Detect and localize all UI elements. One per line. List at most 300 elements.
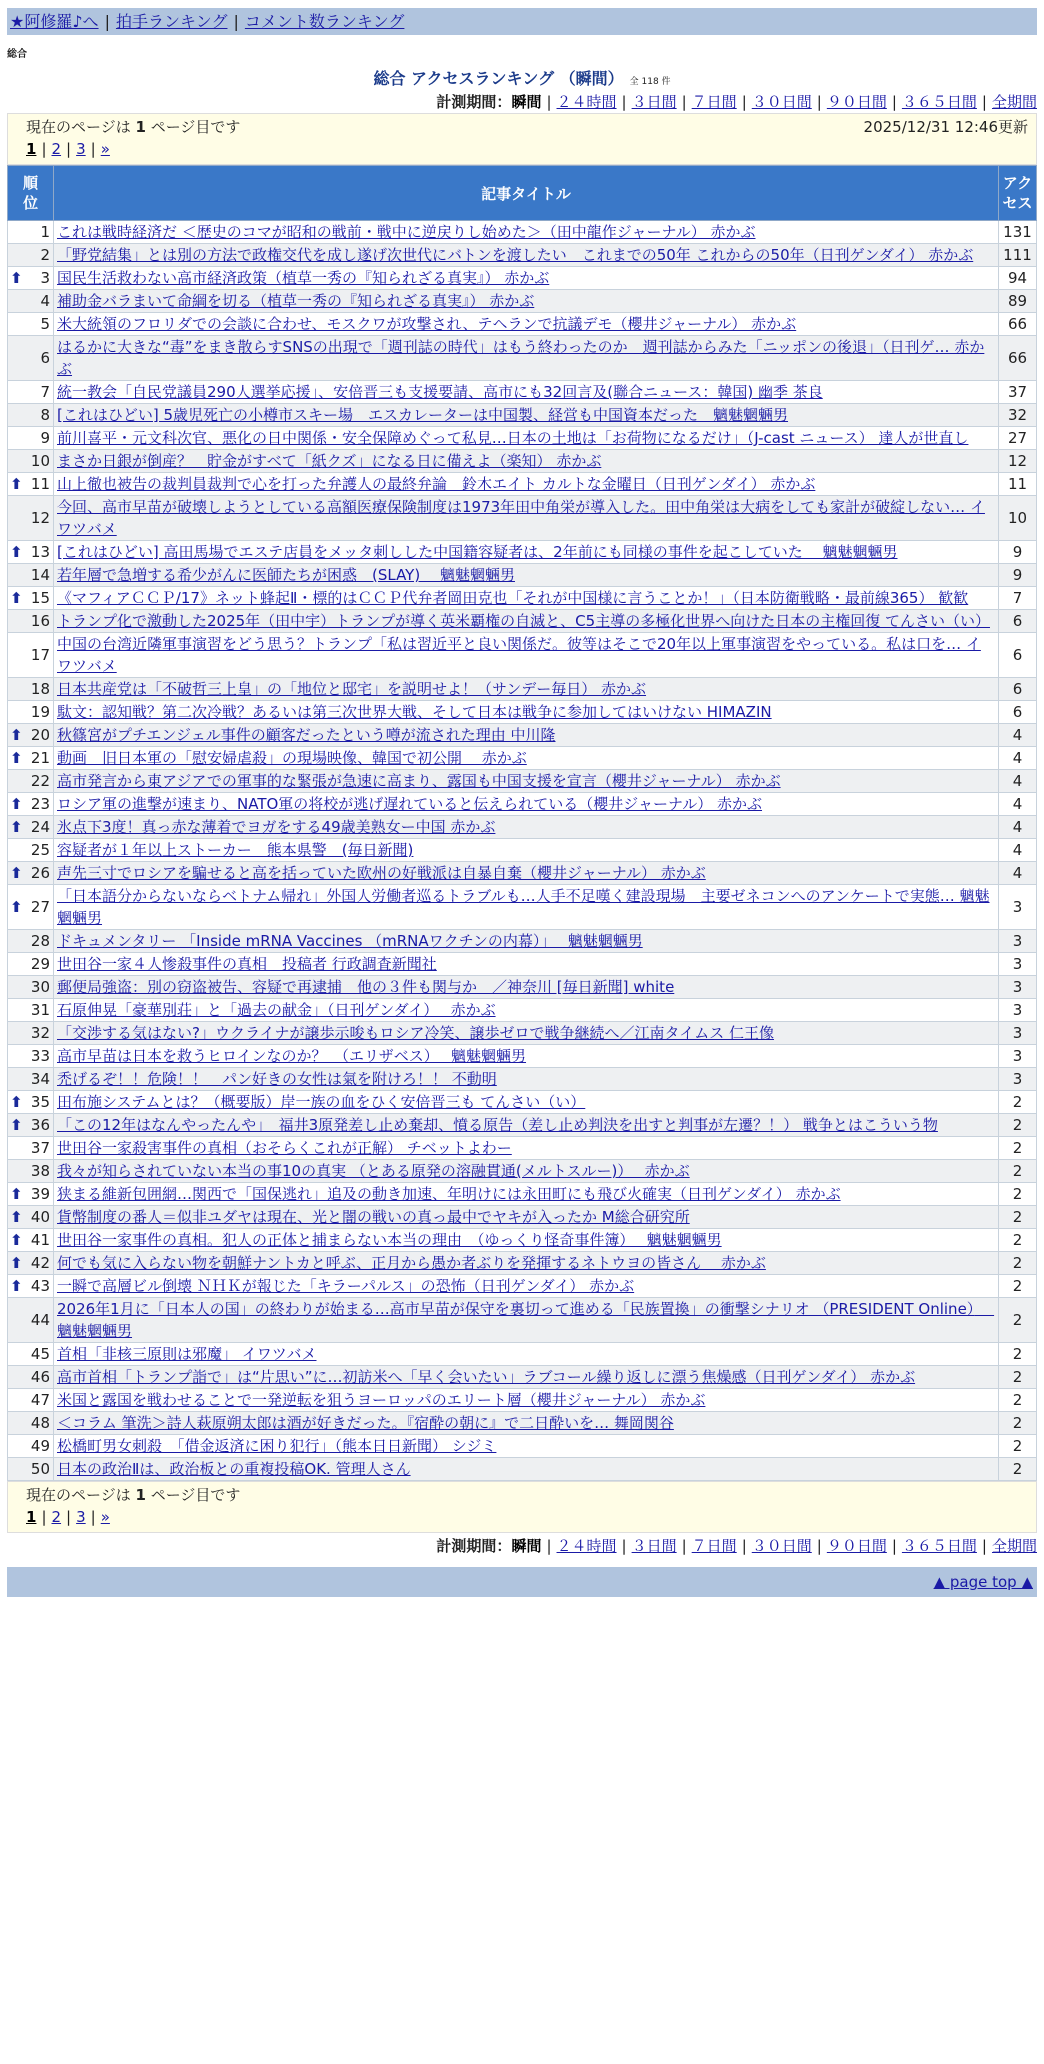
article-link[interactable]: 《マフィアＣＣＰ/17》ネット蜂起Ⅱ・標的はＣＣＰ代弁者岡田克也「それが中国様に言うことか！」（日本防衛戦略・最前線365） 歓歓	[57, 589, 969, 607]
table-row	[8, 313, 1037, 336]
article-link[interactable]: 米大統領のフロリダでの会談に合わせ、モスクワが攻撃され、テヘランで抗議デモ（櫻井ジャーナル） 赤かぶ	[57, 315, 797, 333]
article-link[interactable]: 氷点下3度！真っ赤な薄着でヨガをする49歳美熟女ー中国 赤かぶ	[57, 818, 496, 836]
period-current: 瞬間	[511, 93, 542, 111]
access-cell: 2	[999, 1366, 1037, 1389]
article-link[interactable]: 山上徹也被告の裁判員裁判で心を打った弁護人の最終弁論 鈴木エイト カルトな金曜日（日刊ゲンダイ） 赤かぶ	[57, 475, 816, 493]
rank-number: 28	[30, 932, 50, 950]
rank-number: 41	[30, 1231, 50, 1249]
period-option[interactable]: ３０日間	[751, 1537, 812, 1555]
article-link[interactable]: 前川喜平・元文科次官、悪化の日中関係・安全保障めぐって私見…日本の土地は「お荷物になるだけ」（J-cast ニュース） 達人が世直し	[57, 429, 969, 447]
separator: |	[981, 1537, 987, 1555]
ranking-body	[8, 221, 1037, 1481]
table-row	[8, 839, 1037, 862]
rank-number: 40	[30, 1208, 50, 1226]
title-cell	[54, 1343, 999, 1366]
up-arrow-icon: ⬆	[10, 898, 23, 916]
separator: |	[546, 93, 552, 111]
rank-cell	[8, 724, 54, 747]
up-arrow-icon: ⬆	[10, 269, 23, 287]
access-cell: 27	[999, 427, 1037, 450]
access-cell: 12	[999, 450, 1037, 473]
rank-cell	[8, 610, 54, 633]
title-cell	[54, 1458, 999, 1481]
title-cell	[54, 678, 999, 701]
rank-number: 33	[30, 1047, 50, 1065]
title-cell	[54, 450, 999, 473]
rank-header: 順 位	[8, 166, 54, 221]
pager-links	[26, 1506, 1028, 1528]
article-link[interactable]: 何でも気に入らない物を朝鮮ナントカと呼ぶ、正月から愚か者ぶりを発揮するネトウヨの皆さん 赤かぶ	[57, 1254, 766, 1272]
rank-number: 30	[30, 978, 50, 996]
article-link[interactable]: 世田谷一家４人惨殺事件の真相 投稿者 行政調査新聞社	[57, 955, 437, 973]
pager-next-link[interactable]: »	[100, 140, 110, 158]
title-cell	[54, 1091, 999, 1114]
rank-number: 32	[30, 1024, 50, 1042]
table-row	[8, 1091, 1037, 1114]
article-link[interactable]: 動画 旧日本軍の「慰安婦虐殺」の現場映像、韓国で初公開 赤かぶ	[57, 749, 527, 767]
article-link[interactable]: 2026年1月に「日本人の国」の終わりが始まる…高市早苗が保守を裏切って進める「民族置換」の衝撃シナリオ （PRESIDENT Online） 魑魅魍魎男	[57, 1300, 995, 1340]
total-count: 全 118 件	[629, 77, 671, 87]
rank-cell	[8, 839, 54, 862]
period-selector-bottom	[7, 1535, 1037, 1557]
article-link[interactable]: 禿げるぞ！！危険！！ パン好きの女性は氣を附けろ！！ 不動明	[57, 1070, 497, 1088]
access-cell: 2	[999, 1252, 1037, 1275]
rank-cell	[8, 427, 54, 450]
separator: |	[681, 1537, 687, 1555]
table-row	[8, 1022, 1037, 1045]
footer-bar	[7, 1567, 1037, 1597]
title-cell	[54, 816, 999, 839]
table-row	[8, 953, 1037, 976]
article-link[interactable]: 世田谷一家殺害事件の真相（おそらくこれが正解） チベットよわー	[57, 1139, 512, 1157]
pager-next-link[interactable]: »	[100, 1508, 110, 1526]
article-link[interactable]: 駄文：認知戦？第二次冷戦？あるいは第三次世界大戦、そして日本は戦争に参加してはいけない HIMAZIN	[57, 703, 772, 721]
access-cell: 2	[999, 1435, 1037, 1458]
article-link[interactable]: 我々が知らされていない本当の事10の真実 （とある原発の溶融貫通(メルトスルー)） 赤かぶ	[57, 1162, 690, 1180]
title-cell	[54, 496, 999, 541]
rank-cell	[8, 953, 54, 976]
table-row	[8, 336, 1037, 381]
rank-cell	[8, 633, 54, 678]
table-row	[8, 1229, 1037, 1252]
rank-number: 3	[40, 269, 50, 287]
rank-cell	[8, 404, 54, 427]
table-row	[8, 290, 1037, 313]
rank-number: 24	[30, 818, 50, 836]
rank-number: 44	[30, 1311, 50, 1329]
article-link[interactable]: 米国と露国を戦わせることで一発逆転を狙うヨーロッパのエリート層（櫻井ジャーナル） 赤かぶ	[57, 1391, 706, 1409]
rank-number: 5	[40, 315, 50, 333]
pager-page-link[interactable]: 3	[76, 140, 86, 158]
rank-number: 20	[30, 726, 50, 744]
period-option[interactable]: ９０日間	[826, 1537, 887, 1555]
table-row	[8, 999, 1037, 1022]
access-cell: 4	[999, 816, 1037, 839]
separator: |	[546, 1537, 552, 1555]
title-cell	[54, 404, 999, 427]
table-row	[8, 1068, 1037, 1091]
article-link[interactable]: 「日本語分からないならベトナム帰れ」外国人労働者巡るトラブルも…人手不足嘆く建設現場 主要ゼネコンへのアンケートで実態… 魑魅魍魎男	[57, 887, 990, 927]
title-cell	[54, 1389, 999, 1412]
table-row	[8, 1458, 1037, 1481]
rank-number: 8	[40, 406, 50, 424]
up-arrow-icon: ⬆	[10, 1093, 23, 1111]
rank-number: 25	[30, 841, 50, 859]
access-cell: 131	[999, 221, 1037, 244]
access-cell: 4	[999, 724, 1037, 747]
rank-number: 35	[30, 1093, 50, 1111]
article-link[interactable]: 補助金バラまいて命綱を切る（植草一秀の『知られざる真実』） 赤かぶ	[57, 292, 535, 310]
title-cell	[54, 221, 999, 244]
pager-page-link[interactable]: 2	[51, 1508, 62, 1526]
period-option[interactable]: ３６５日間	[901, 93, 977, 111]
access-cell: 2	[999, 1412, 1037, 1435]
rank-number: 36	[30, 1116, 50, 1134]
rank-cell	[8, 381, 54, 404]
up-arrow-icon: ⬆	[10, 864, 23, 882]
article-link[interactable]: 田布施システムとは？（概要版）岸一族の血をひく安倍晋三も てんさい（い）	[57, 1093, 586, 1111]
rank-number: 29	[30, 955, 50, 973]
up-arrow-icon: ⬆	[10, 1185, 23, 1203]
table-row	[8, 724, 1037, 747]
rank-number: 18	[30, 680, 50, 698]
rank-cell	[8, 678, 54, 701]
access-cell: 6	[999, 678, 1037, 701]
access-cell: 94	[999, 267, 1037, 290]
title-cell	[54, 1114, 999, 1137]
title-cell	[54, 976, 999, 999]
rank-cell	[8, 1160, 54, 1183]
period-option[interactable]: ７日間	[691, 1537, 737, 1555]
table-row	[8, 1137, 1037, 1160]
separator: |	[41, 1508, 47, 1526]
rank-cell	[8, 313, 54, 336]
table-row	[8, 678, 1037, 701]
access-cell: 2	[999, 1458, 1037, 1481]
separator: |	[681, 93, 687, 111]
access-cell: 2	[999, 1114, 1037, 1137]
article-link[interactable]: 高市発言から東アジアでの軍事的な緊張が急速に高まり、露国も中国支援を宣言（櫻井ジャーナル） 赤かぶ	[57, 772, 781, 790]
period-option[interactable]: 全期間	[991, 93, 1037, 111]
table-row	[8, 427, 1037, 450]
pager-status-current: 1	[135, 1486, 146, 1504]
access-cell: 4	[999, 862, 1037, 885]
article-link[interactable]: 今回、高市早苗が破壊しようとしている高額医療保険制度は1973年田中角栄が導入した。田中角栄は大病をしても家計が破綻しない… イワツバメ	[57, 498, 985, 538]
rank-number: 4	[40, 292, 50, 310]
rank-number: 15	[30, 589, 50, 607]
rank-number: 14	[30, 566, 50, 584]
title-cell	[54, 999, 999, 1022]
article-link[interactable]: 若年層で急増する希少がんに医師たちが困惑 (SLAY) 魑魅魍魎男	[57, 566, 515, 584]
rank-number: 45	[30, 1345, 50, 1363]
article-link[interactable]: まさか日銀が倒産？ 貯金がすべて「紙クズ」になる日に備えよ（楽知） 赤かぶ	[57, 452, 602, 470]
article-link[interactable]: 石原伸晃「豪華別荘」と「過去の献金」（日刊ゲンダイ） 赤かぶ	[57, 1001, 496, 1019]
applause-ranking-link[interactable]: 拍手ランキング	[115, 12, 228, 31]
separator: |	[891, 93, 897, 111]
article-link[interactable]: 高市早苗は日本を救うヒロインなのか？ （エリザベス） 魑魅魍魎男	[57, 1047, 527, 1065]
period-option[interactable]: ３日間	[631, 93, 677, 111]
access-cell: 37	[999, 381, 1037, 404]
period-option[interactable]: ２４時間	[556, 1537, 617, 1555]
up-arrow-icon: ⬆	[10, 1254, 23, 1272]
period-option[interactable]: ３６５日間	[901, 1537, 977, 1555]
article-link[interactable]: 郵便局強盗：別の窃盗被告、容疑で再逮捕 他の３件も関与か ／神奈川 [毎日新聞] white	[57, 978, 675, 996]
article-link[interactable]: 狭まる維新包囲網…関西で「国保逃れ」追及の動き加速、年明けには永田町にも飛び火確実（日刊ゲンダイ） 赤かぶ	[57, 1185, 841, 1203]
period-option[interactable]: ３０日間	[751, 93, 812, 111]
access-cell: 2	[999, 1183, 1037, 1206]
rank-cell	[8, 496, 54, 541]
rank-number: 11	[30, 475, 50, 493]
access-cell: 89	[999, 290, 1037, 313]
title-cell	[54, 290, 999, 313]
table-row	[8, 1298, 1037, 1343]
rank-cell	[8, 336, 54, 381]
period-option[interactable]: ９０日間	[826, 93, 887, 111]
title-cell	[54, 427, 999, 450]
article-link[interactable]: 松橋町男女刺殺 「借金返済に困り犯行」（熊本日日新聞） シジミ	[57, 1437, 497, 1455]
article-link[interactable]: 統一教会「自民党議員290人選挙応援」、安倍晋三も支援要請、高市にも32回言及(聯合ニュース：韓国) 幽季 茶良	[57, 383, 823, 401]
article-link[interactable]: 容疑者が１年以上ストーカー 熊本県警 (毎日新聞)	[57, 841, 414, 859]
rank-cell	[8, 793, 54, 816]
rank-number: 22	[30, 772, 50, 790]
period-option[interactable]: ３日間	[631, 1537, 677, 1555]
title-cell	[54, 473, 999, 496]
table-row	[8, 381, 1037, 404]
title-cell	[54, 1068, 999, 1091]
title-cell	[54, 1275, 999, 1298]
rank-number: 43	[30, 1277, 50, 1295]
access-cell: 2	[999, 1137, 1037, 1160]
rank-cell	[8, 976, 54, 999]
rank-number: 47	[30, 1391, 50, 1409]
table-row	[8, 587, 1037, 610]
article-link[interactable]: 「野党結集」とは別の方法で政権交代を成し遂げ次世代にバトンを渡したい これまでの50年 これからの50年（日刊ゲンダイ） 赤かぶ	[57, 246, 974, 264]
access-cell: 2	[999, 1275, 1037, 1298]
rank-number: 19	[30, 703, 50, 721]
pager-status-current: 1	[135, 118, 146, 136]
access-cell: 3	[999, 976, 1037, 999]
article-link[interactable]: 国民生活救わない高市経済政策（植草一秀の『知られざる真実』） 赤かぶ	[57, 269, 550, 287]
page-top-link[interactable]: ▲ page top ▲	[933, 1573, 1033, 1591]
access-cell: 4	[999, 839, 1037, 862]
table-row	[8, 541, 1037, 564]
up-arrow-icon: ⬆	[10, 1116, 23, 1134]
access-cell: 9	[999, 564, 1037, 587]
rank-number: 12	[30, 509, 50, 527]
rank-cell	[8, 747, 54, 770]
title-cell	[54, 1206, 999, 1229]
rank-cell	[8, 1183, 54, 1206]
title-cell	[54, 267, 999, 290]
comment-ranking-link[interactable]: コメント数ランキング	[244, 12, 405, 31]
access-cell: 6	[999, 610, 1037, 633]
period-option[interactable]: ２４時間	[556, 93, 617, 111]
title-cell	[54, 1412, 999, 1435]
rank-cell	[8, 267, 54, 290]
pager-status	[26, 116, 240, 138]
article-link[interactable]: 中国の台湾近隣軍事演習をどう思う？トランプ「私は習近平と良い関係だ。彼等はそこで20年以上軍事演習をやっている。私は口を… イワツバメ	[57, 635, 981, 675]
up-arrow-icon: ⬆	[10, 475, 23, 493]
rank-cell	[8, 1068, 54, 1091]
rank-number: 27	[30, 898, 50, 916]
rank-number: 38	[30, 1162, 50, 1180]
access-cell: 4	[999, 793, 1037, 816]
rank-cell	[8, 473, 54, 496]
article-link[interactable]: 貨幣制度の番人＝似非ユダヤは現在、光と闇の戦いの真っ最中でヤキが入ったか M総合研究所	[57, 1208, 690, 1226]
rank-cell	[8, 1275, 54, 1298]
table-row	[8, 404, 1037, 427]
page	[7, 8, 1037, 1597]
table-row	[8, 1160, 1037, 1183]
rank-number: 26	[30, 864, 50, 882]
up-arrow-icon: ⬆	[10, 818, 23, 836]
article-link[interactable]: 「この12年はなんやったんや」 福井3原発差し止め棄却、憤る原告（差し止め判決を出すと判事が左遷？！） 戦争とはこういう物	[57, 1116, 938, 1134]
period-option[interactable]: 全期間	[991, 1537, 1037, 1555]
article-link[interactable]: [これはひどい] 高田馬場でエステ店員をメッタ刺しした中国籍容疑者は、2年前にも同様の事件を起こしていた 魑魅魍魎男	[57, 543, 898, 561]
title-cell	[54, 381, 999, 404]
period-current: 瞬間	[511, 1537, 542, 1555]
title-cell	[54, 1252, 999, 1275]
separator: |	[981, 93, 987, 111]
access-cell: 11	[999, 473, 1037, 496]
title-cell	[54, 1366, 999, 1389]
pager-status-row	[26, 1484, 1028, 1506]
access-cell: 3	[999, 1045, 1037, 1068]
rank-cell	[8, 290, 54, 313]
table-row	[8, 1366, 1037, 1389]
rank-cell	[8, 541, 54, 564]
table-row	[8, 976, 1037, 999]
article-link[interactable]: 秋篠宮がプチエンジェル事件の顧客だったという噂が流された理由 中川隆	[57, 726, 556, 744]
page-title	[7, 66, 1037, 89]
table-row	[8, 244, 1037, 267]
rank-cell	[8, 1458, 54, 1481]
access-cell: 6	[999, 633, 1037, 678]
table-row	[8, 816, 1037, 839]
rank-cell	[8, 1091, 54, 1114]
article-link[interactable]: ドキュメンタリー 「Inside mRNA Vaccines （mRNAワクチンの内幕）」 魑魅魍魎男	[57, 932, 643, 950]
rank-cell	[8, 1229, 54, 1252]
table-row	[8, 793, 1037, 816]
rank-cell	[8, 770, 54, 793]
rank-number: 21	[30, 749, 50, 767]
pager-top	[7, 113, 1037, 165]
period-selector	[7, 91, 1037, 113]
up-arrow-icon: ⬆	[10, 726, 23, 744]
up-arrow-icon: ⬆	[10, 1208, 23, 1226]
rank-cell	[8, 999, 54, 1022]
separator: |	[891, 1537, 897, 1555]
title-cell	[54, 336, 999, 381]
separator: |	[741, 93, 747, 111]
pager-current-page: 1	[26, 140, 37, 158]
up-arrow-icon: ⬆	[10, 795, 23, 813]
pager-page-link[interactable]: 3	[76, 1508, 86, 1526]
article-link[interactable]: ＜コラム 筆洗＞詩人萩原朔太郎は酒が好きだった。『宿酔の朝に』で二日酔いを… 舞岡関谷	[57, 1414, 674, 1432]
article-link[interactable]: 世田谷一家事件の真相。犯人の正体と捕まらない本当の理由 （ゆっくり怪奇事件簿） 魑魅魍魎男	[57, 1231, 722, 1249]
table-row	[8, 747, 1037, 770]
article-link[interactable]: 日本の政治Ⅱは、政治板との重複投稿OK. 管理人さん	[57, 1460, 411, 1478]
access-cell: 2	[999, 1343, 1037, 1366]
access-cell: 111	[999, 244, 1037, 267]
access-cell: 4	[999, 770, 1037, 793]
home-link[interactable]: ★阿修羅♪へ	[10, 12, 99, 31]
rank-cell	[8, 1137, 54, 1160]
article-link[interactable]: 高市首相「トランプ詣で」は“片思い”に…初訪米へ「早く会いたい」ラブコール繰り返しに漂う焦燥感（日刊ゲンダイ） 赤かぶ	[57, 1368, 916, 1386]
title-cell	[54, 1298, 999, 1343]
title-cell	[54, 953, 999, 976]
article-link[interactable]: ロシア軍の進撃が速まり、NATO軍の将校が逃げ遅れていると伝えられている（櫻井ジャーナル） 赤かぶ	[57, 795, 763, 813]
rank-cell	[8, 1045, 54, 1068]
rank-cell	[8, 587, 54, 610]
article-link[interactable]: 一瞬で高層ビル倒壊 ＮＨＫが報じた「キラーパルス」の恐怖（日刊ゲンダイ） 赤かぶ	[57, 1277, 635, 1295]
table-header-row	[8, 166, 1037, 221]
table-row	[8, 1412, 1037, 1435]
table-row	[8, 1114, 1037, 1137]
title-cell	[54, 313, 999, 336]
rank-cell	[8, 1252, 54, 1275]
table-row	[8, 770, 1037, 793]
period-label: 計測期間：	[436, 93, 512, 111]
title-header: 記事タイトル	[54, 166, 999, 221]
period-option[interactable]: ７日間	[691, 93, 737, 111]
article-link[interactable]: 「交渉する気はない?」ウクライナが譲歩示唆もロシア冷笑、譲歩ゼロで戦争継続へ／江南タイムス 仁王像	[57, 1024, 774, 1042]
up-arrow-icon: ⬆	[10, 543, 23, 561]
separator: |	[741, 1537, 747, 1555]
article-link[interactable]: [これはひどい] 5歳児死亡の小樽市スキー場 エスカレーターは中国製、経営も中国資本だった 魑魅魍魎男	[57, 406, 789, 424]
rank-cell	[8, 450, 54, 473]
up-arrow-icon: ⬆	[10, 749, 23, 767]
rank-number: 31	[30, 1001, 50, 1019]
table-row	[8, 1252, 1037, 1275]
access-cell: 9	[999, 541, 1037, 564]
access-cell: 66	[999, 336, 1037, 381]
article-link[interactable]: 首相「非核三原則は邪魔」 イワツバメ	[57, 1345, 317, 1363]
table-row	[8, 1435, 1037, 1458]
pager-page-link[interactable]: 2	[51, 140, 62, 158]
article-link[interactable]: はるかに大きな“毒”をまき散らすSNSの出現で「週刊誌の時代」はもう終わったのか 週刊誌からみた「ニッポンの後退」（日刊ゲ… 赤かぶ	[57, 338, 985, 378]
rank-number: 34	[30, 1070, 50, 1088]
ranking-table	[7, 165, 1037, 1481]
article-link[interactable]: トランプ化で激動した2025年（田中宇）トランプが導く英米覇権の自滅と、C5主導の多極化世界へ向けた日本の主権回復 てんさい（い）	[57, 612, 990, 630]
title-text: 総合 アクセスランキング （瞬間）	[373, 69, 624, 88]
rank-cell	[8, 1343, 54, 1366]
rank-number: 7	[40, 383, 50, 401]
top-nav	[7, 8, 1037, 35]
article-link[interactable]: 日本共産党は「不破哲三上皇」の「地位と邸宅」を説明せよ！（サンデー毎日） 赤かぶ	[57, 680, 647, 698]
rank-number: 1	[40, 223, 50, 241]
access-cell: 66	[999, 313, 1037, 336]
table-row	[8, 1389, 1037, 1412]
table-row	[8, 885, 1037, 930]
rank-number: 16	[30, 612, 50, 630]
table-row	[8, 930, 1037, 953]
table-row	[8, 610, 1037, 633]
access-cell: 3	[999, 930, 1037, 953]
rank-cell	[8, 1298, 54, 1343]
rank-number: 42	[30, 1254, 50, 1272]
rank-number: 46	[30, 1368, 50, 1386]
title-cell	[54, 839, 999, 862]
title-cell	[54, 610, 999, 633]
access-cell: 2	[999, 1206, 1037, 1229]
rank-number: 17	[30, 646, 50, 664]
article-link[interactable]: これは戦時経済だ ＜歴史のコマが昭和の戦前・戦中に逆戻りし始めた＞（田中龍作ジャーナル） 赤かぶ	[57, 223, 756, 241]
rank-cell	[8, 1389, 54, 1412]
title-cell	[54, 1183, 999, 1206]
rank-cell	[8, 1206, 54, 1229]
article-link[interactable]: 声先三寸でロシアを騙せると高を括っていた欧州の好戦派は自暴自棄（櫻井ジャーナル） 赤かぶ	[57, 864, 706, 882]
